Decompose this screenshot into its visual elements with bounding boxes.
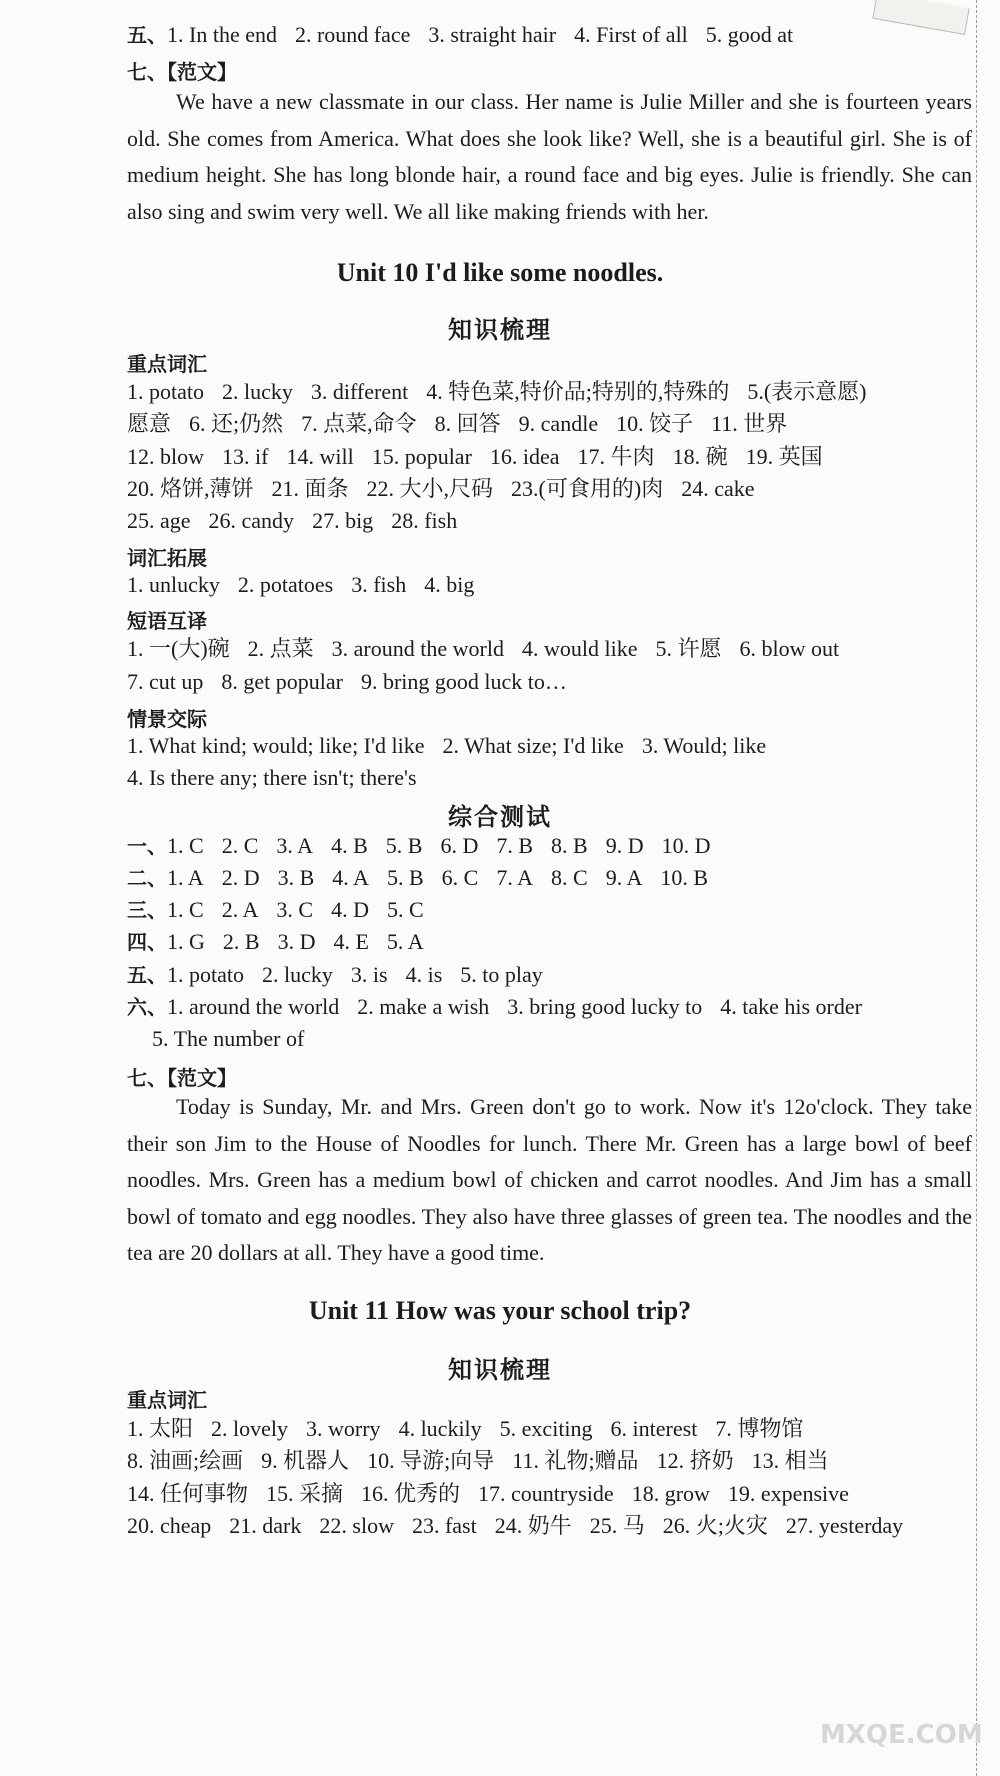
- answer-item: 愿意: [127, 411, 172, 436]
- corner-stamp: [872, 0, 969, 35]
- essay-label: 七、【范文】: [127, 60, 237, 84]
- answer-item: 3. around the world: [331, 636, 504, 661]
- answer-item: 25. 马: [589, 1513, 645, 1538]
- answer-item: 4. E: [333, 929, 369, 954]
- answer-item: 5. A: [386, 929, 424, 954]
- unit-11-title: Unit 11 How was your school trip?: [308, 1296, 692, 1325]
- answer-item: 28. fish: [391, 508, 458, 533]
- answer-item: 4. luckily: [398, 1416, 482, 1441]
- answer-item: 4. take his order: [720, 994, 862, 1019]
- answer-item: 17. countryside: [478, 1481, 614, 1506]
- vocab-line: [127, 1446, 847, 1476]
- answer-item: 22. slow: [319, 1513, 394, 1538]
- answer-item: 3. D: [277, 929, 316, 954]
- vocab-line: [127, 1414, 821, 1444]
- phrase-label: 短语互译: [127, 609, 207, 633]
- answer-item: 7. B: [496, 833, 534, 858]
- answer-item: 10. B: [660, 865, 709, 890]
- unit-10-title: Unit 10 I'd like some noodles.: [336, 258, 664, 287]
- answer-item: 24. 奶牛: [494, 1513, 572, 1538]
- answer-item: 9. A: [605, 865, 643, 890]
- answer-item: 5. The number of: [152, 1026, 305, 1051]
- answer-item: 26. 火;火灾: [662, 1513, 768, 1538]
- answer-item: 1. A: [167, 865, 204, 890]
- answer-item: 15. 采摘: [266, 1481, 344, 1506]
- answer-item: 3. B: [277, 865, 315, 890]
- answer-item: 3. bring good lucky to: [507, 994, 703, 1019]
- vocab-line: [127, 409, 805, 439]
- answer-item: 4. is: [405, 962, 443, 987]
- answer-item: 10. D: [661, 833, 711, 858]
- answer-item: 9. 机器人: [261, 1448, 350, 1473]
- situation-line: [127, 763, 435, 793]
- answer-item: 16. 优秀的: [361, 1481, 461, 1506]
- answer-item: 4. 特色菜,特价品;特别的,特殊的: [426, 379, 730, 404]
- section-label: 五、: [127, 23, 167, 47]
- answer-item: 8. 油画;绘画: [127, 1448, 244, 1473]
- model-essay-1: We have a new classmate in our class. Her name is Julie Miller and she is fourteen years old. She comes from America. What does she look like? Well, she is a beautiful girl. She is of medium height. She has long blonde hair, a round face and big eyes. Julie is friendly. She can also sing and swim very well. We all like making friends with her.: [127, 89, 972, 224]
- answer-item: 27. yesterday: [785, 1513, 904, 1538]
- answer-item: 3. C: [276, 897, 314, 922]
- answer-item: 20. 烙饼,薄饼: [127, 476, 254, 501]
- answer-item: 2. C: [221, 833, 259, 858]
- model-essay-2: Today is Sunday, Mr. and Mrs. Green don't go to work. Now it's 12o'clock. They take their son Jim to the House of Noodles for lunch. There Mr. Green has a large bowl of beef noodles. Mrs. Green has a medium bowl of chicken and carrot noodles. And Jim has a small bowl of tomato and egg noodles. They also have three glasses of green tea. The noodles and the tea are 20 dollars at all. They have a good time.: [127, 1094, 972, 1265]
- answer-item: 24. cake: [681, 476, 755, 501]
- vocab-line: [127, 377, 885, 407]
- answer-item: 23. fast: [411, 1513, 477, 1538]
- vocab-line: [127, 442, 841, 472]
- answer-item: 5. C: [386, 897, 424, 922]
- answer-item: 2. What size; I'd like: [442, 733, 624, 758]
- situation-label: 情景交际: [127, 707, 207, 731]
- answer-item: 6. blow out: [739, 636, 840, 661]
- answer-item: 3. different: [310, 379, 409, 404]
- test-line: 五、1. potato 2. lucky 3. is 4. is 5. to play: [127, 960, 561, 990]
- answer-item: 8. C: [551, 865, 588, 890]
- answer-item: 1. 一(大)碗: [127, 636, 230, 661]
- answer-item: 11. 礼物;赠品: [512, 1448, 639, 1473]
- vocab-ext-label: 词汇拓展: [127, 546, 207, 570]
- answer-item: 1. C: [167, 897, 204, 922]
- answer-item: 8. get popular: [221, 669, 343, 694]
- answer-item: 2. lovely: [211, 1416, 289, 1441]
- answer-item: 14. will: [286, 444, 354, 469]
- answer-item: 4. big: [424, 572, 475, 597]
- answer-item: 12. blow: [127, 444, 204, 469]
- answer-item: 9. bring good luck to…: [360, 669, 567, 694]
- answer-item: 6. 还;仍然: [189, 411, 284, 436]
- answer-item: 2. lucky: [222, 379, 293, 404]
- answer-item: 2. potatoes: [237, 572, 334, 597]
- answer-item: 6. interest: [610, 1416, 698, 1441]
- vocab-ext-line: [127, 570, 492, 600]
- answer-item: 15. popular: [371, 444, 472, 469]
- answer-item: 1. G: [167, 929, 205, 954]
- answer-item: 7. A: [496, 865, 534, 890]
- answer-item: 3. is: [350, 962, 388, 987]
- answer-item: 18. 碗: [672, 444, 728, 469]
- answer-item: 18. grow: [631, 1481, 710, 1506]
- answer-item: 4. D: [331, 897, 369, 922]
- answer-item: 10. 导游;向导: [367, 1448, 495, 1473]
- essay-label: 七、【范文】: [127, 1066, 237, 1090]
- answer-item: 13. 相当: [751, 1448, 829, 1473]
- answer-item: 26. candy: [208, 508, 295, 533]
- answer-item: 1. around the world: [167, 994, 340, 1019]
- answer-item: 23.(可食用的)肉: [511, 476, 664, 501]
- answer-item: 5. 许愿: [655, 636, 722, 661]
- answer-item: 7. 博物馆: [715, 1416, 804, 1441]
- answer-item: 1. potato: [167, 962, 244, 987]
- answer-item: 7. cut up: [127, 669, 204, 694]
- answer-item: 6. C: [441, 865, 479, 890]
- phrase-line: [127, 667, 585, 697]
- answer-item: 5. good at: [705, 22, 794, 47]
- answer-item: 17. 牛肉: [577, 444, 655, 469]
- answer-item: 3. fish: [351, 572, 407, 597]
- answer-item: 9. D: [605, 833, 644, 858]
- test-line: [152, 1024, 322, 1054]
- answer-item: 5. B: [386, 865, 424, 890]
- answer-item: 14. 任何事物: [127, 1481, 249, 1506]
- answer-item: 1. C: [167, 833, 204, 858]
- knowledge-title: 知识梳理: [448, 1356, 552, 1384]
- answer-item: 5. B: [385, 833, 423, 858]
- answer-item: 2. lucky: [262, 962, 333, 987]
- answer-line-5: [127, 20, 811, 50]
- answer-item: 3. A: [276, 833, 314, 858]
- answer-item: 4. A: [332, 865, 369, 890]
- answer-item: 1. potato: [127, 379, 204, 404]
- answer-item: 2. 点菜: [247, 636, 314, 661]
- watermark-logo: MXQE.COM: [820, 1720, 983, 1750]
- answer-item: 27. big: [312, 508, 374, 533]
- answer-item: 1. What kind; would; like; I'd like: [127, 733, 425, 758]
- vocab-line: [127, 1479, 867, 1509]
- answer-item: 25. age: [127, 508, 191, 533]
- vocab-line: [127, 506, 475, 536]
- answer-item: 2. round face: [294, 22, 411, 47]
- test-line: 四、1. G 2. B 3. D 4. E 5. A: [127, 927, 442, 957]
- answer-item: 9. candle: [518, 411, 599, 436]
- answer-item: 8. B: [551, 833, 588, 858]
- answer-item: 10. 饺子: [616, 411, 694, 436]
- answer-item: 3. worry: [306, 1416, 381, 1441]
- answer-item: 6. D: [440, 833, 479, 858]
- answer-item: 4. First of all: [574, 22, 688, 47]
- answer-item: 1. unlucky: [127, 572, 220, 597]
- answer-item: 3. Would; like: [641, 733, 767, 758]
- phrase-line: [127, 634, 857, 664]
- answer-item: 1. 太阳: [127, 1416, 194, 1441]
- answer-item: 16. idea: [489, 444, 560, 469]
- test-line: 一、1. C 2. C 3. A 4. B 5. B 6. D 7. B 8. B 9. D 10. D: [127, 831, 728, 861]
- answer-item: 5. exciting: [499, 1416, 593, 1441]
- answer-item: 21. dark: [229, 1513, 302, 1538]
- test-title: 综合测试: [448, 803, 552, 831]
- answer-item: 5. to play: [460, 962, 543, 987]
- answer-item: 4. Is there any; there isn't; there's: [127, 765, 417, 790]
- answer-item: 5.(表示意愿): [747, 379, 867, 404]
- answer-item: 19. 英国: [745, 444, 823, 469]
- vocab-line: [127, 1511, 921, 1541]
- answer-item: 11. 世界: [711, 411, 788, 436]
- answer-item: 13. if: [222, 444, 269, 469]
- answer-item: 4. would like: [521, 636, 638, 661]
- answer-item: 1. In the end: [167, 22, 277, 47]
- vocab-line: [127, 474, 773, 504]
- answer-item: 2. D: [221, 865, 260, 890]
- knowledge-title: 知识梳理: [448, 316, 552, 344]
- answer-item: 12. 挤奶: [656, 1448, 734, 1473]
- key-vocab-label: 重点词汇: [127, 352, 207, 376]
- answer-item: 20. cheap: [127, 1513, 212, 1538]
- answer-item: 7. 点菜,命令: [301, 411, 417, 436]
- answer-item: 2. A: [221, 897, 259, 922]
- answer-item: 2. make a wish: [357, 994, 490, 1019]
- answer-item: 8. 回答: [434, 411, 501, 436]
- answer-item: 4. B: [331, 833, 368, 858]
- answer-item: 3. straight hair: [428, 22, 557, 47]
- answer-item: 22. 大小,尺码: [366, 476, 494, 501]
- situation-line: [127, 731, 784, 761]
- answer-item: 2. B: [222, 929, 260, 954]
- test-line: 六、1. around the world 2. make a wish 3. bring good lucky to 4. take his order: [127, 992, 880, 1022]
- answer-item: 21. 面条: [271, 476, 349, 501]
- answer-item: 19. expensive: [727, 1481, 849, 1506]
- test-line: 二、1. A 2. D 3. B 4. A 5. B 6. C 7. A 8. C 9. A 10. B: [127, 863, 726, 893]
- key-vocab-label: 重点词汇: [127, 1388, 207, 1412]
- test-line: 三、1. C 2. A 3. C 4. D 5. C: [127, 895, 442, 925]
